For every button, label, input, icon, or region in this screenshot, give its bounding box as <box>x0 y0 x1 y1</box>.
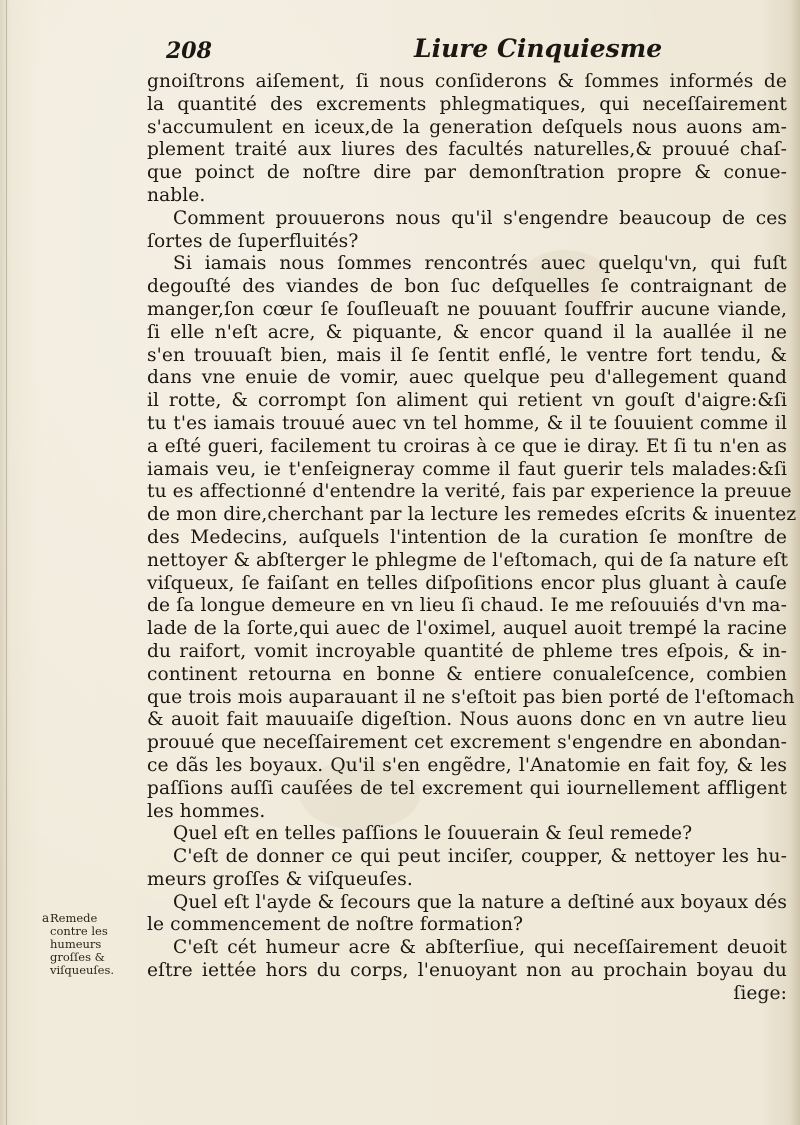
text-line: manger,ſon cœur ſe ſouſleuaſt ne pouuant ſouffrir aucune viande, <box>147 298 787 320</box>
text-line: plement traité aux liures des facultés naturelles,& prouué chaſ- <box>147 139 787 161</box>
answer-line: eſtre iettée hors du corps, l'enuoyant non au prochain boyau du <box>147 960 787 982</box>
page-gutter-edge <box>6 0 7 1125</box>
text-line: que poinct de noſtre dire par demonſtration propre & conue- <box>147 162 787 184</box>
text-line: dans vne enuie de vomir, auec quelque peu d'allegement quand <box>147 367 787 389</box>
page-number: 208 <box>166 38 212 64</box>
margin-note-line: viſqueuſes. <box>50 963 115 977</box>
text-line: s'accumulent en iceux,de la generation deſquels nous auons am- <box>147 116 787 138</box>
text-line: s'en trouuaſt bien, mais il ſe ſentit enflé, le ventre fort tendu, & <box>147 344 787 366</box>
text-line: ce dãs les boyaux. Qu'il s'en engẽdre, l'Anatomie en fait foy, & les <box>147 754 787 776</box>
margin-note-marker: a <box>42 911 50 925</box>
text-line: & auoit fait mauuaiſe digeſtion. Nous auons donc en vn autre lieu <box>147 709 787 731</box>
text-line: que trois mois auparauant il ne s'eſtoit pas bien porté de l'eſtomach <box>147 686 795 708</box>
margin-note-line: humeurs <box>50 937 102 951</box>
text-line: paſſions auſſi cauſées de tel excrement qui iournellement affligent <box>147 777 787 799</box>
text-line: prouué que neceſſairement cet excrement s'engendre en abondan- <box>147 732 787 754</box>
text-line: viſqueux, ſe faiſant en telles diſpoſitions encor plus gluant à cauſe <box>147 572 787 594</box>
text-line: tu es affectionné d'entendre la verité, fais par experience la preuue <box>147 481 792 503</box>
answer-line: C'eſt cét humeur acre & abſterſiue, qui neceſſairement deuoit <box>173 937 787 959</box>
text-line: nettoyer & abſterger le phlegme de l'eſtomach, qui de ſa nature eſt <box>147 549 789 571</box>
text-line: continent retourna en bonne & entiere conualeſcence, combien <box>147 663 787 685</box>
question-line: Quel eſt l'ayde & ſecours que la nature a deſtiné aux boyaux dés <box>173 891 787 913</box>
answer-line: meurs groſſes & viſqueuſes. <box>147 868 413 890</box>
text-line: des Medecins, auſquels l'intention de la curation ſe monſtre de <box>147 526 787 548</box>
text-line: iamais veu, ie t'enſeigneray comme il faut guerir tels malades:&ſi <box>147 458 787 480</box>
margin-note-line: Remede <box>50 911 98 925</box>
catchword: ſiege: <box>733 982 787 1004</box>
text-line: Si iamais nous ſommes rencontrés auec quelqu'vn, qui fuſt <box>173 253 787 275</box>
answer-line: C'eſt de donner ce qui peut inciſer, coupper, & nettoyer les hu- <box>173 846 787 868</box>
text-line: de ſa longue demeure en vn lieu ſi chaud. Ie me reſouuiés d'vn ma- <box>147 595 787 617</box>
running-head <box>0 34 800 70</box>
text-line: ſi elle n'eſt acre, & piquante, & encor quand il la auallée il ne <box>147 321 787 343</box>
question-line: Comment prouuerons nous qu'il s'engendre beaucoup de ces <box>173 207 787 229</box>
margin-note <box>42 911 146 977</box>
margin-note-line: contre les <box>50 924 108 938</box>
text-line: tu t'es iamais trouué auec vn tel homme, & il te ſouuient comme il <box>147 412 787 434</box>
text-line: degouſté des viandes de bon ſuc deſquelles ſe contraignant de <box>147 276 787 298</box>
text-line: a eſté gueri, facilement tu croiras à ce que ie diray. Et ſi tu n'en as <box>147 435 787 457</box>
text-line: de mon dire,cherchant par la lecture les remedes eſcrits & inuentez <box>147 504 797 526</box>
text-line: gnoiſtrons aiſement, ſi nous conſiderons & ſommes informés de <box>147 71 787 92</box>
question-line: Quel eſt en telles paſſions le ſouuerain & ſeul remede? <box>173 823 693 845</box>
text-line: les hommes. <box>147 800 266 822</box>
text-line: la quantité des excrements phlegmatiques, qui neceſſairement <box>147 93 787 115</box>
text-line: lade de la ſorte,qui auec de l'oximel, auquel auoit trempé la racine <box>147 618 787 640</box>
question-line: ſortes de ſuperfluités? <box>147 230 359 252</box>
text-line: il rotte, & corrompt ſon aliment qui retient vn gouſt d'aigre:&ſi <box>147 390 787 412</box>
text-line: nable. <box>147 184 206 206</box>
body-text <box>147 71 797 1006</box>
text-line: du raifort, vomit incroyable quantité de phleme tres eſpois, & in- <box>147 640 787 662</box>
question-line: le commencement de noſtre formation? <box>147 914 524 936</box>
margin-note-line: groſſes & <box>50 950 105 964</box>
running-title: Liure Cinquiesme <box>414 34 663 63</box>
